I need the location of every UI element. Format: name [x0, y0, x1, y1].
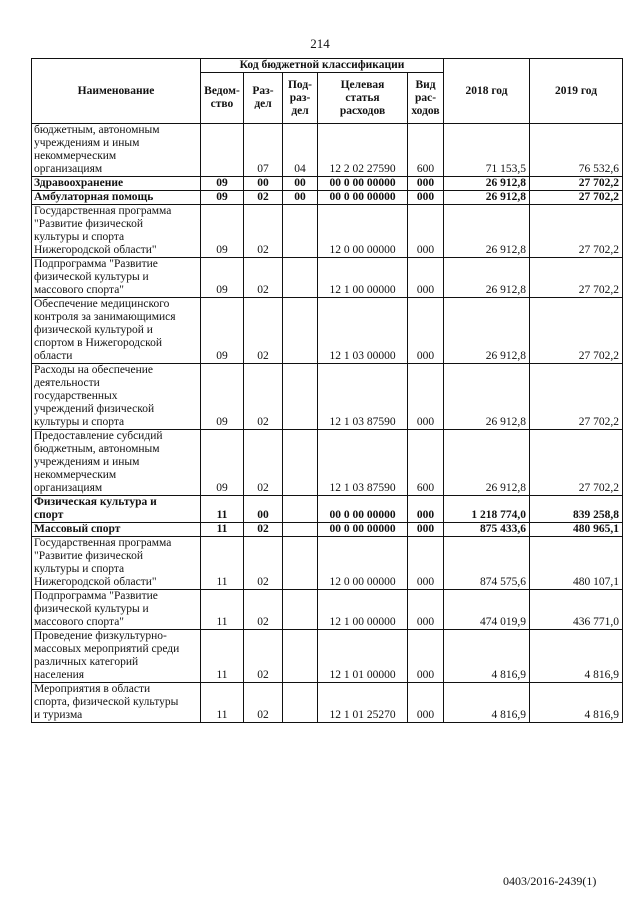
row-celevaya: 12 1 00 00000: [318, 258, 408, 298]
row-vid: 600: [408, 124, 444, 177]
row-vid: 000: [408, 298, 444, 364]
row-podrazdel: 00: [283, 177, 318, 191]
row-celevaya: 12 1 00 00000: [318, 590, 408, 630]
row-vedomstvo: 09: [201, 298, 244, 364]
table-row: [32, 298, 623, 364]
row-vid: 000: [408, 364, 444, 430]
row-vedomstvo: 09: [201, 430, 244, 496]
row-2018: 875 433,6: [444, 523, 530, 537]
row-name: Физическая культура и спорт: [32, 496, 201, 523]
row-name: Здравоохранение: [32, 177, 201, 191]
header-budget-code: Код бюджетной классификации: [201, 59, 444, 73]
row-vedomstvo: [201, 124, 244, 177]
row-podrazdel: [283, 205, 318, 258]
row-2018: 1 218 774,0: [444, 496, 530, 523]
row-vedomstvo: 09: [201, 191, 244, 205]
row-2019: 27 702,2: [530, 364, 623, 430]
row-vedomstvo: 11: [201, 523, 244, 537]
row-vedomstvo: 11: [201, 537, 244, 590]
header-vedomstvo: Ведом- ство: [201, 73, 244, 124]
row-name: Мероприятия в области спорта, физической культуры и туризма: [32, 683, 201, 723]
row-razdel: 02: [244, 205, 283, 258]
table-row: [32, 258, 623, 298]
row-2018: 26 912,8: [444, 177, 530, 191]
row-vedomstvo: 11: [201, 630, 244, 683]
row-podrazdel: [283, 630, 318, 683]
row-2019: 27 702,2: [530, 177, 623, 191]
row-2018: 474 019,9: [444, 590, 530, 630]
row-vedomstvo: 09: [201, 364, 244, 430]
table-row: [32, 430, 623, 496]
row-podrazdel: [283, 590, 318, 630]
row-name: Подпрограмма "Развитие физической культуры и массового спорта": [32, 258, 201, 298]
row-razdel: 02: [244, 191, 283, 205]
table-row: [32, 124, 623, 177]
table-row: [32, 537, 623, 590]
row-vid: 000: [408, 683, 444, 723]
row-razdel: 02: [244, 523, 283, 537]
row-2018: 26 912,8: [444, 205, 530, 258]
row-podrazdel: [283, 298, 318, 364]
row-name: Расходы на обеспечение деятельности государственных учреждений физической культуры и спорта: [32, 364, 201, 430]
row-2019: 27 702,2: [530, 298, 623, 364]
row-podrazdel: [283, 523, 318, 537]
row-2019: 4 816,9: [530, 630, 623, 683]
row-razdel: 00: [244, 177, 283, 191]
row-razdel: 02: [244, 630, 283, 683]
row-2019: 4 816,9: [530, 683, 623, 723]
row-podrazdel: 00: [283, 191, 318, 205]
row-2019: 839 258,8: [530, 496, 623, 523]
row-celevaya: 00 0 00 00000: [318, 177, 408, 191]
row-vid: 000: [408, 177, 444, 191]
row-2018: 4 816,9: [444, 630, 530, 683]
row-2018: 26 912,8: [444, 430, 530, 496]
header-podrazdel: Под- раз- дел: [283, 73, 318, 124]
table-row: [32, 590, 623, 630]
row-celevaya: 00 0 00 00000: [318, 496, 408, 523]
row-celevaya: 00 0 00 00000: [318, 191, 408, 205]
row-vedomstvo: 09: [201, 205, 244, 258]
row-vedomstvo: 11: [201, 683, 244, 723]
row-vid: 000: [408, 537, 444, 590]
row-razdel: 02: [244, 258, 283, 298]
row-razdel: 07: [244, 124, 283, 177]
table-row: [32, 205, 623, 258]
row-vedomstvo: 11: [201, 590, 244, 630]
row-name: Амбулаторная помощь: [32, 191, 201, 205]
row-vid: 000: [408, 496, 444, 523]
row-celevaya: 12 1 01 25270: [318, 683, 408, 723]
row-vedomstvo: 09: [201, 177, 244, 191]
row-celevaya: 12 1 03 87590: [318, 430, 408, 496]
header-celevaya: Целевая статья расходов: [318, 73, 408, 124]
row-razdel: 02: [244, 683, 283, 723]
row-2018: 26 912,8: [444, 258, 530, 298]
row-razdel: 02: [244, 430, 283, 496]
row-2019: 27 702,2: [530, 191, 623, 205]
row-podrazdel: [283, 683, 318, 723]
row-celevaya: 00 0 00 00000: [318, 523, 408, 537]
table-row: [32, 683, 623, 723]
row-razdel: 02: [244, 537, 283, 590]
row-vid: 600: [408, 430, 444, 496]
row-name: бюджетным, автономным учреждениям и иным некоммерческим организациям: [32, 124, 201, 177]
header-name: Наименование: [32, 59, 201, 124]
row-celevaya: 12 1 01 00000: [318, 630, 408, 683]
row-podrazdel: [283, 496, 318, 523]
row-celevaya: 12 0 00 00000: [318, 205, 408, 258]
row-2019: 436 771,0: [530, 590, 623, 630]
row-vid: 000: [408, 191, 444, 205]
row-razdel: 02: [244, 298, 283, 364]
row-name: Предоставление субсидий бюджетным, автономным учреждениям и иным некоммерческим организациям: [32, 430, 201, 496]
row-2019: 480 107,1: [530, 537, 623, 590]
table-row: [32, 523, 623, 537]
row-podrazdel: [283, 364, 318, 430]
header-vid: Вид рас- ходов: [408, 73, 444, 124]
row-vid: 000: [408, 205, 444, 258]
header-razdel: Раз- дел: [244, 73, 283, 124]
row-podrazdel: 04: [283, 124, 318, 177]
page-number: 214: [310, 36, 330, 51]
row-celevaya: 12 0 00 00000: [318, 537, 408, 590]
row-2018: 26 912,8: [444, 191, 530, 205]
row-vedomstvo: 11: [201, 496, 244, 523]
row-celevaya: 12 2 02 27590: [318, 124, 408, 177]
row-razdel: 02: [244, 364, 283, 430]
row-celevaya: 12 1 03 87590: [318, 364, 408, 430]
row-name: Проведение физкультурно- массовых мероприятий среди различных категорий населения: [32, 630, 201, 683]
row-2019: 27 702,2: [530, 430, 623, 496]
row-vid: 000: [408, 590, 444, 630]
row-2018: 71 153,5: [444, 124, 530, 177]
row-2018: 4 816,9: [444, 683, 530, 723]
row-2019: 76 532,6: [530, 124, 623, 177]
row-name: Государственная программа "Развитие физической культуры и спорта Нижегородской области": [32, 205, 201, 258]
table-row: [32, 496, 623, 523]
row-razdel: 02: [244, 590, 283, 630]
table-row: [32, 630, 623, 683]
row-2018: 26 912,8: [444, 298, 530, 364]
row-name: Подпрограмма "Развитие физической культуры и массового спорта": [32, 590, 201, 630]
table-row: [32, 364, 623, 430]
row-vid: 000: [408, 630, 444, 683]
row-podrazdel: [283, 537, 318, 590]
row-2018: 874 575,6: [444, 537, 530, 590]
row-celevaya: 12 1 03 00000: [318, 298, 408, 364]
row-razdel: 00: [244, 496, 283, 523]
row-vid: 000: [408, 258, 444, 298]
table-row: [32, 191, 623, 205]
row-2019: 480 965,1: [530, 523, 623, 537]
row-name: Обеспечение медицинского контроля за занимающимися физической культурой и спортом в Нижегородской области: [32, 298, 201, 364]
row-name: Государственная программа "Развитие физической культуры и спорта Нижегородской области": [32, 537, 201, 590]
row-name: Массовый спорт: [32, 523, 201, 537]
budget-table: [31, 58, 623, 723]
row-podrazdel: [283, 430, 318, 496]
row-podrazdel: [283, 258, 318, 298]
row-vid: 000: [408, 523, 444, 537]
table-row: [32, 177, 623, 191]
header-2019: 2019 год: [530, 59, 623, 124]
row-2018: 26 912,8: [444, 364, 530, 430]
row-2019: 27 702,2: [530, 258, 623, 298]
row-vedomstvo: 09: [201, 258, 244, 298]
row-2019: 27 702,2: [530, 205, 623, 258]
header-2018: 2018 год: [444, 59, 530, 124]
document-code: 0403/2016-2439(1): [503, 874, 597, 888]
